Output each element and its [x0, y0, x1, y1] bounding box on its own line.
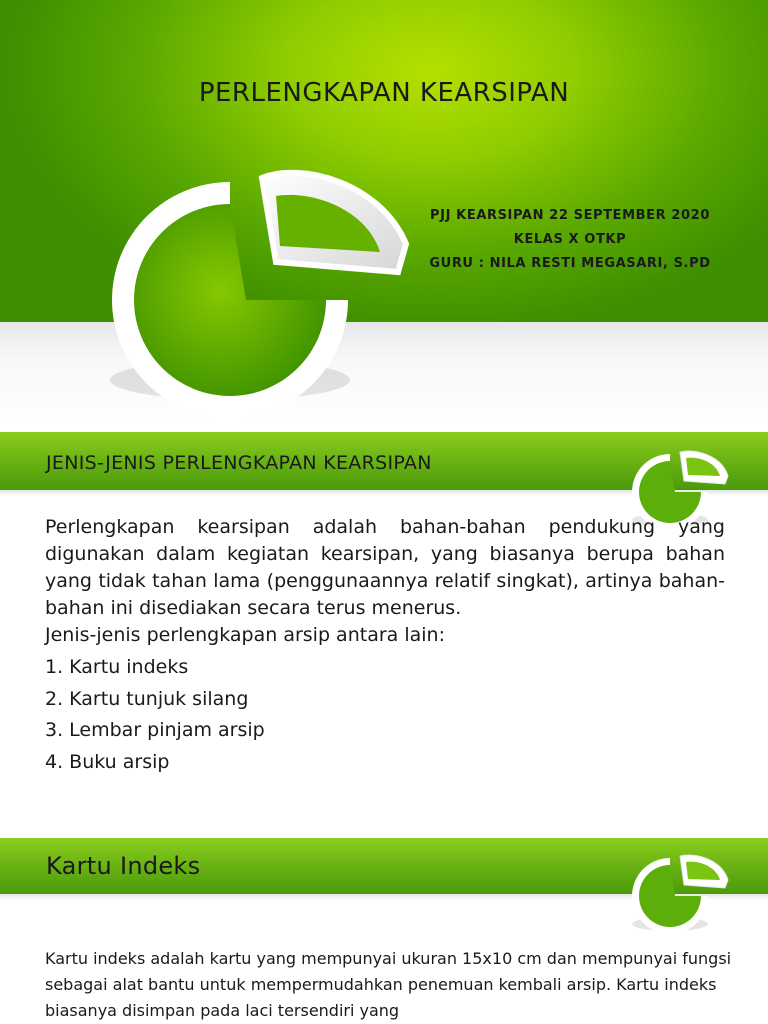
subtitle-line-teacher: GURU : NILA RESTI MEGASARI, S.PD	[429, 256, 711, 271]
slide-heading: Kartu Indeks	[46, 852, 201, 880]
slide-heading: JENIS-JENIS PERLENGKAPAN KEARSIPAN	[46, 452, 432, 474]
content-slide-types	[0, 432, 768, 824]
index-card-paragraph: Kartu indeks adalah kartu yang mempunyai ukuran 15x10 cm dan mempunyai fungsi sebagai alat bantu untuk mempermudahkan penemuan kembali arsip. Kartu indeks biasanya disimpan pada laci tersendiri yang	[45, 949, 732, 1020]
pie-chart-logo-icon	[80, 152, 430, 420]
list-item: 4. Buku arsip	[45, 751, 170, 773]
definition-paragraph: Perlengkapan kearsipan adalah bahan-bahan pendukung yang digunakan dalam kegiatan kearsipan, yang biasanya berupa bahan yang tidak tahan lama (penggunaannya relatif singkat), artinya bahan-bahan ini disediakan secara terus menerus.	[45, 516, 725, 619]
title-slide	[0, 0, 768, 420]
list-intro: Jenis-jenis perlengkapan arsip antara lain:	[45, 624, 445, 646]
deck-title: PERLENGKAPAN KEARSIPAN	[198, 78, 570, 108]
list-item: 3. Lembar pinjam arsip	[45, 719, 265, 741]
content-slide-index-card	[0, 838, 768, 1024]
subtitle-line-class: KELAS X OTKP	[513, 232, 627, 247]
list-item: 1. Kartu indeks	[45, 656, 189, 678]
pie-chart-logo-icon	[624, 850, 736, 934]
subtitle-line-event: PJJ KEARSIPAN 22 SEPTEMBER 2020	[430, 208, 710, 223]
list-item: 2. Kartu tunjuk silang	[45, 688, 249, 710]
